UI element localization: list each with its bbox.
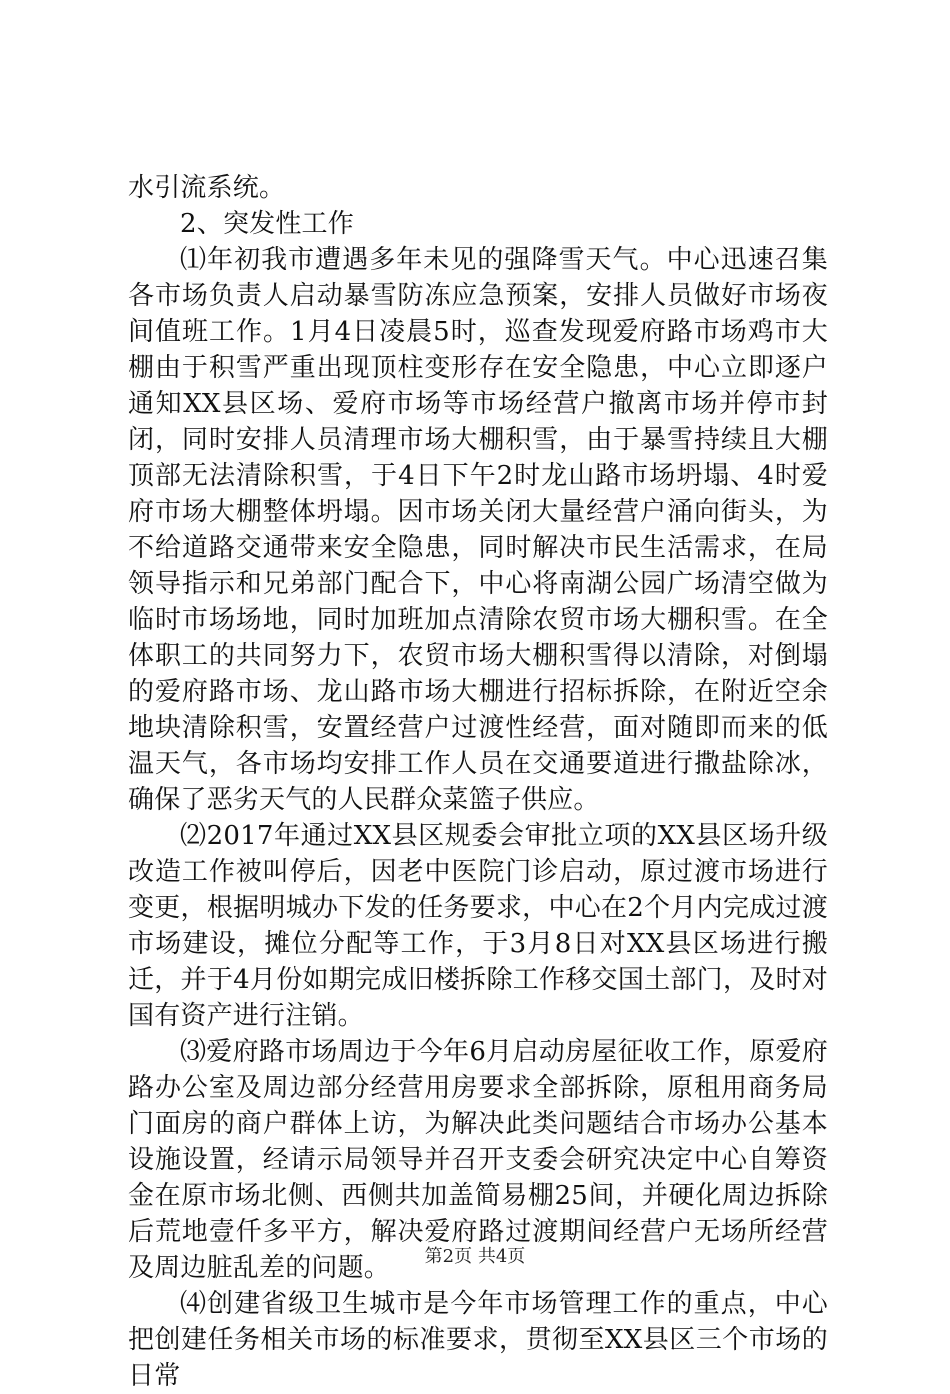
section-heading: 2、突发性工作 xyxy=(180,209,354,239)
paragraph-item-4: ⑷创建省级卫生城市是今年市场管理工作的重点，中心把创建任务相关市场的标准要求，贯彻至XX县区三个市场的日常 xyxy=(128,1289,828,1391)
paragraph-item-1: ⑴年初我市遭遇多年未见的强降雪天气。中心迅速召集各市场负责人启动暴雪防冻应急预案，安排人员做好市场夜间值班工作。1月4日凌晨5时，巡查发现爱府路市场鸡市大棚由于积雪严重出现顶柱变形存在安全隐患，中心立即逐户通知XX县区场、爱府市场等市场经营户撤离市场并停市封闭，同时安排人员清理市场大棚积雪，由于暴雪持续且大棚顶部无法清除积雪，于4日下午2时龙山路市场坍塌、4时爱府市场大棚整体坍塌。因市场关闭大量经营户涌向街头，为不给道路交通带来安全隐患，同时解决市民生活需求，在局领导指示和兄弟部门配合下，中心将南湖公园广场清空做为临时市场场地，同时加班加点清除农贸市场大棚积雪。在全体职工的共同努力下，农贸市场大棚积雪得以清除，对倒塌的爱府路市场、龙山路市场大棚进行招标拆除，在附近空余地块清除积雪，安置经营户过渡性经营，面对随即而来的低温天气，各市场均安排工作人员在交通要道进行撒盐除冰，确保了恶劣天气的人民群众菜篮子供应。 xyxy=(128,245,828,815)
paragraph-item-2: ⑵2017年通过XX县区规委会审批立项的XX县区场升级改造工作被叫停后，因老中医院门诊启动，原过渡市场进行变更，根据明城办下发的任务要求，中心在2个月内完成过渡市场建设，摊位分配等工作，于3月8日对XX县区场进行搬迁，并于4月份如期完成旧楼拆除工作移交国土部门，及时对国有资产进行注销。 xyxy=(128,821,828,1031)
document-body xyxy=(128,170,828,1394)
paragraph-continuation: 水引流系统。 xyxy=(128,173,286,203)
page-footer: 第2页 共4页 xyxy=(424,1246,526,1267)
paragraph-item-3: ⑶爱府路市场周边于今年6月启动房屋征收工作，原爱府路办公室及周边部分经营用房要求全部拆除，原租用商务局门面房的商户群体上访，为解决此类问题结合市场办公基本设施设置，经请示局领导并召开支委会研究决定中心自筹资金在原市场北侧、西侧共加盖简易棚25间，并硬化周边拆除后荒地壹仟多平方，解决爱府路过渡期间经营户无场所经营及周边脏乱差的问题。 xyxy=(128,1037,828,1283)
